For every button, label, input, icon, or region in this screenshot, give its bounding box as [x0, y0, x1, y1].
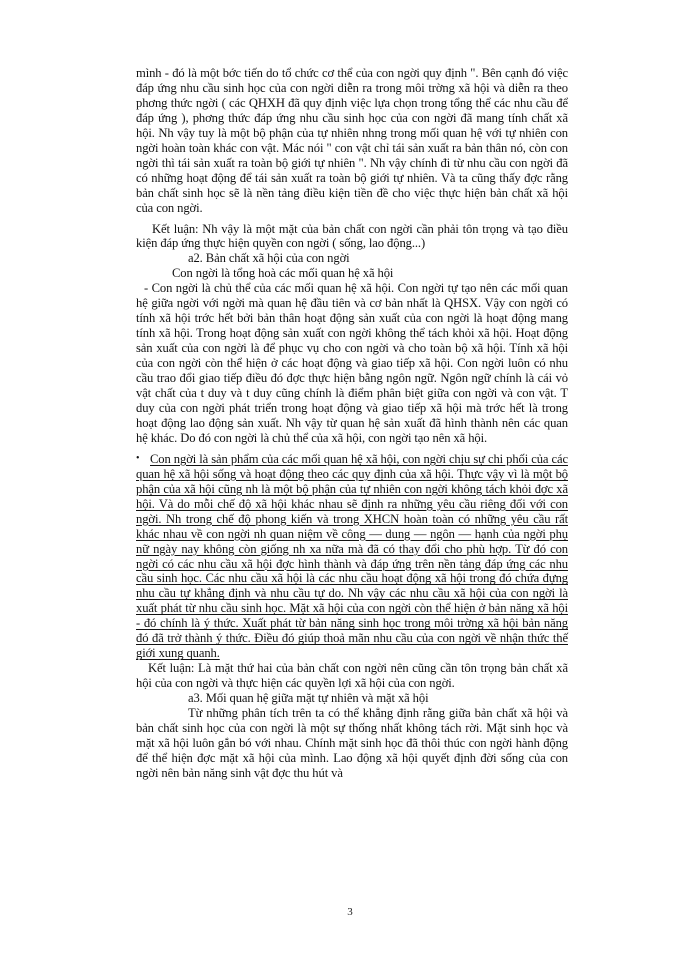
paragraph-product-of-relations-text: Con ngời là sản phẩm của các mối quan hệ xã hội, con ngời chịu sự chi phối của các quan hệ xã hội sống và hoạt động theo các quy định của xã hội. Thực vậy vì là một bộ phận của xã hội cũng nh là một bộ phận của tự nhiên con ngời không tách khỏi đợc xã hội. Và do mỗi chế độ xã hội khác nhau sẽ định ra những yêu cầu riêng đối với con ngời. Nh trong chế độ phong kiến và trong XHCN hoàn toàn có những yêu cầu rất khác nhau về con ngời nh quan niệm về công — dung — ngôn — hạnh của ngời phụ nữ ngày nay không còn giống nh xa nữa mà đã có thay đổi cho phù hợp. Từ đó con ngời có các nhu cầu xã hội đợc hình thành và đáp ứng trên nền tảng đáp ứng các nhu cầu sinh học. Các nhu cầu xã hội là các nhu cầu hoạt động xã hội trong đó chứa đựng nhu cầu tự khẳng định và nhu cầu tự do. Nh vậy các nhu cầu xã hội của con ngời là xuất phát từ nhu cầu sinh học. Mặt xã hội của con ngời còn thể hiện ở bản năng xã hội - đó chính là ý thức. Xuất phát từ bản năng sinh học trong môi trờng xã hội bản năng đó đã trở thành ý thức. Điều đó giúp thoả mãn nhu cầu của con ngời về nhận thức thế giới xung quanh.	[136, 451, 568, 661]
subheading-social-relations: Con ngời là tổng hoà các mối quan hệ xã hội	[172, 266, 394, 281]
heading-a2: a2. Bản chất xã hội của con ngời	[188, 251, 350, 266]
paragraph-1: mình - đó là một bớc tiến do tổ chức cơ thể của con ngời quy định ". Bên cạnh đó việc đáp ứng nhu cầu sinh học của con ngời diễn ra trong môi trờng xã hội và diễn ra theo phơng thức ngời ( các QHXH đã quy định việc lựa chọn trong tổng thể các nhu cầu để đáp ứng ), phơng thức đáp ứng nhu cầu sinh học của con ngời đã mang tính chất xã hội. Nh vậy tuy là một bộ phận của tự nhiên nhng trong mối quan hệ với tự nhiên con ngời hoàn toàn khác con vật. Mác nói " con vật chỉ tái sản xuất ra bản thân nó, còn con ngời thì tái sản xuất ra toàn bộ giới tự nhiên ". Nh vậy chính đi từ nhu cầu con ngời đã có những hoạt động để tái sản xuất ra toàn bộ giới tự nhiên. Và ta cũng thấy đợc rằng bản chất sinh học sẽ là nền tảng điều kiện tiền đề cho việc thực hiện bản chất xã hội của con ngời.	[136, 66, 568, 215]
document-body	[136, 66, 568, 781]
paragraph-conclusion-2: Kết luận: Là mặt thứ hai của bản chất con ngời nên cũng cần tôn trọng bản chất xã hội của con ngời và thực hiện các quyền lợi xã hội của con ngời.	[136, 661, 568, 691]
paragraph-conclusion-1: Kết luận: Nh vậy là một mặt của bản chất con ngời cần phải tôn trọng và tạo điều kiện đáp ứng thực hiện quyền con ngời ( sống, lao động...)	[136, 221, 568, 251]
paragraph-product-of-relations	[136, 452, 568, 661]
bullet-icon: •	[136, 452, 140, 464]
heading-a3: a3. Mối quan hệ giữa mặt tự nhiên và mặt xã hội	[188, 691, 429, 706]
page-number: 3	[347, 906, 353, 918]
paragraph-subject-of-relations: - Con ngời là chủ thể của các mối quan hệ xã hội. Con ngời tự tạo nên các mối quan hệ giữa ngời với ngời mà quan hệ đầu tiên và cơ bản nhất là QHSX. Vậy con ngời có tính xã hội trớc hết bởi bản thân hoạt động sản xuất của con ngời là hoạt động mang tính xã hội. Trong hoạt động sản xuất con ngời không thể tách khỏi xã hội. Hoạt động sản xuất của con ngời là để phục vụ cho con ngời và cho toàn bộ xã hội. Tính xã hội của con ngời còn thể hiện ở các hoạt động và giao tiếp xã hội. Con ngời luôn có nhu cầu trao đổi giao tiếp điều đó đợc thực hiện bằng ngôn ngữ. Ngôn ngữ chính là cái vỏ vật chất của t duy và t duy cũng chính là điểm phân biệt giữa con ngời và con vật. T duy của con ngời phát triển trong hoạt động và giao tiếp xã hội mà trớc hết là trong hoạt động lao động sản xuất. Nh vậy từ quan hệ sản xuất đã hình thành nên các quan hệ khác. Do đó con ngời là chủ thể của xã hội, con ngời tạo nên xã hội.	[136, 281, 568, 445]
paragraph-relationship: Từ những phân tích trên ta có thể khẳng định rằng giữa bản chất xã hội và bản chất sinh học của con ngời là một sự thống nhất không tách rời. Mặt sinh học và mặt xã hội luôn gắn bó với nhau. Chính mặt sinh học đã thôi thúc con ngời hành động để thể hiện đợc mặt xã hội của mình. Lao động xã hội quyết định đời sống của con ngời nên bản năng sinh vật đợc thu hút và	[136, 706, 568, 780]
